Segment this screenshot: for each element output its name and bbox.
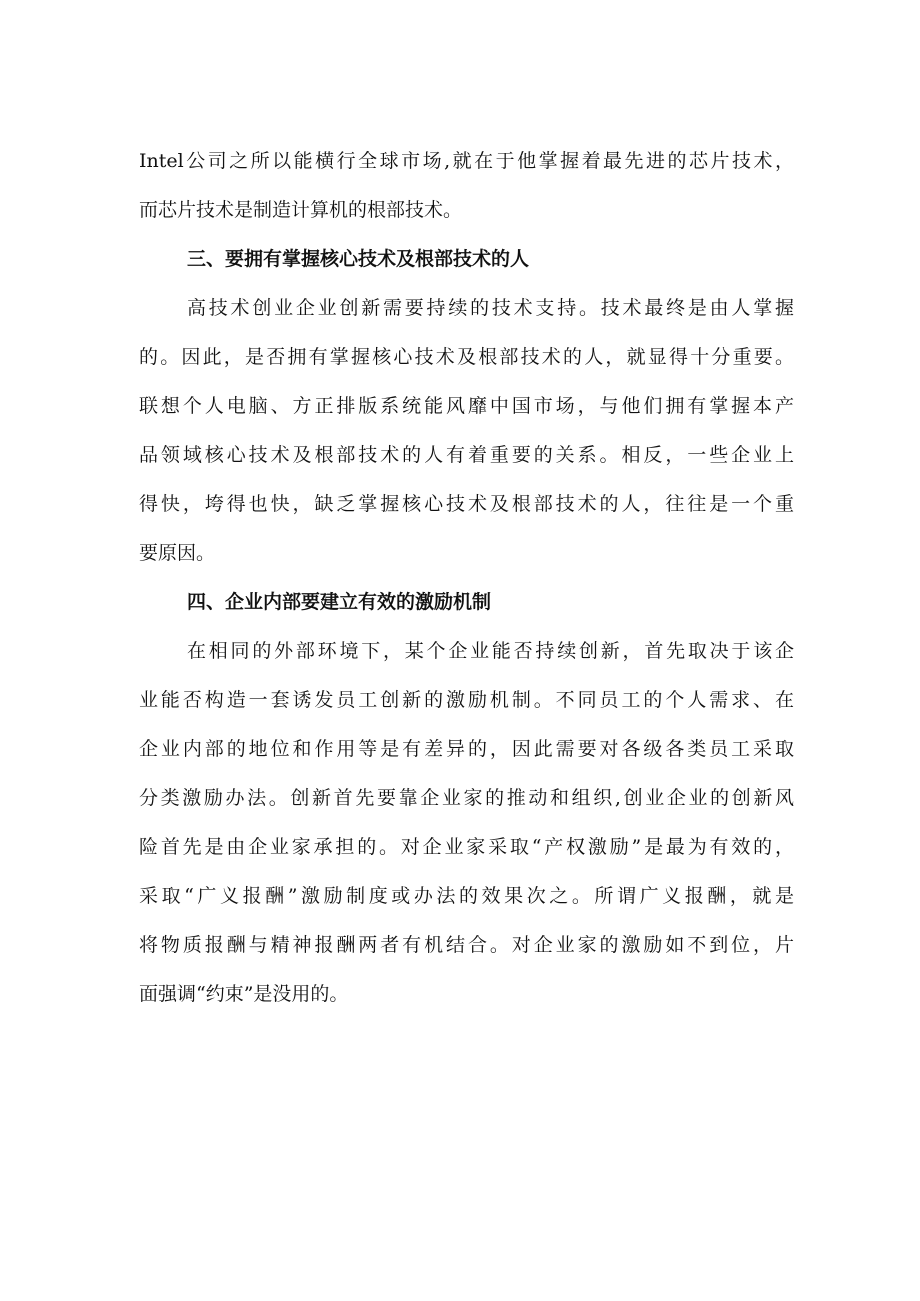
paragraph-incentive-line-2: 业能否构造一套诱发员工创新的激励机制。不同员工的个人需求、在 [139, 689, 794, 711]
paragraph-incentive-line-6: 采取“广义报酬”激励制度或办法的效果次之。所谓广义报酬，就是 [139, 885, 794, 907]
paragraph-incentive-line-5: 险首先是由企业家承担的。对企业家采取“产权激励”是最为有效的， [139, 836, 794, 858]
paragraph-incentive-line-8: 面强调“约束”是没用的。 [139, 983, 349, 1005]
section-heading-3: 三、要拥有掌握核心技术及根部技术的人 [187, 248, 530, 270]
paragraph-incentive-line-4: 分类激励办法。创新首先要靠企业家的推动和组织,创业企业的创新风 [139, 787, 794, 809]
document-body [139, 137, 794, 1019]
paragraph-intel-line-1: Intel公司之所以能横行全球市场,就在于他掌握着最先进的芯片技术， [139, 150, 794, 172]
paragraph-talent-line-4: 品领域核心技术及根部技术的人有着重要的关系。相反，一些企业上 [139, 444, 794, 466]
paragraph-talent-line-6: 要原因。 [139, 542, 216, 564]
paragraph-talent-line-3: 联想个人电脑、方正排版系统能风靡中国市场，与他们拥有掌握本产 [139, 395, 794, 417]
paragraph-talent-line-5: 得快，垮得也快，缺乏掌握核心技术及根部技术的人，往往是一个重 [139, 493, 794, 515]
paragraph-incentive-line-7: 将物质报酬与精神报酬两者有机结合。对企业家的激励如不到位，片 [139, 934, 794, 956]
paragraph-incentive-line-3: 企业内部的地位和作用等是有差异的，因此需要对各级各类员工采取 [139, 738, 794, 760]
paragraph-intel-line-2: 而芯片技术是制造计算机的根部技术。 [139, 199, 463, 221]
paragraph-incentive-line-1: 在相同的外部环境下，某个企业能否持续创新，首先取决于该企 [187, 640, 794, 662]
paragraph-talent-line-2: 的。因此，是否拥有掌握核心技术及根部技术的人，就显得十分重要。 [139, 346, 794, 368]
section-heading-4: 四、企业内部要建立有效的激励机制 [187, 591, 492, 613]
paragraph-talent-line-1: 高技术创业企业创新需要持续的技术支持。技术最终是由人掌握 [187, 297, 794, 319]
